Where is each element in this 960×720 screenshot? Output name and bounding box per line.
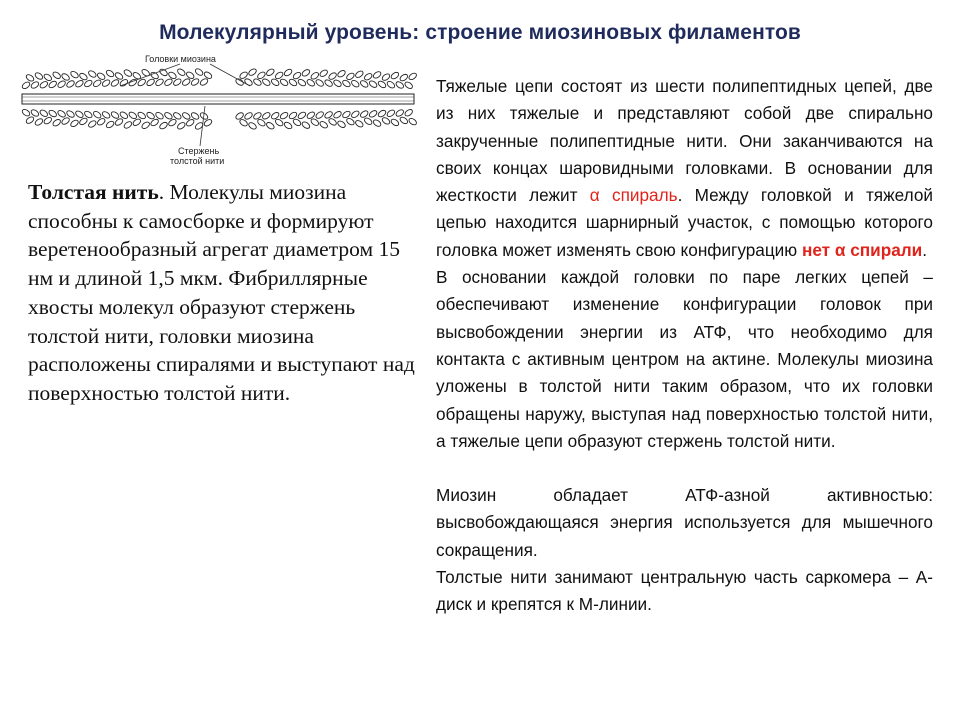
myosin-head-icon xyxy=(87,69,97,78)
myosin-heads-bottom xyxy=(21,108,418,130)
myosin-head-icon xyxy=(337,69,347,78)
myosin-head-icon xyxy=(381,116,391,125)
myosin-head-icon xyxy=(141,68,151,77)
slide-title xyxy=(0,21,960,45)
myosin-head-icon xyxy=(324,79,334,88)
myosin-head-icon xyxy=(105,120,115,129)
myosin-head-icon xyxy=(181,78,191,87)
myosin-head-icon xyxy=(181,111,191,120)
paragraph-light-chains: В основании каждой головки по паре легких цепей – обеспечивают изменение конфигурации головок при высвобождении энергии из АТФ, что необходимо для контакта с активным центром на актине. Молекулы миозина уложены в толстой нити таким образом, что их головки обращены наружу, выступая над поверхностью толстой нити, а тяжелые цепи образуют стержень толстой нити. xyxy=(436,267,933,451)
myosin-head-icon xyxy=(404,81,414,90)
myosin-head-icon xyxy=(381,73,391,82)
myosin-head-icon xyxy=(386,109,396,118)
myosin-head-icon xyxy=(350,79,360,88)
myosin-head-icon xyxy=(70,70,80,79)
myosin-head-icon xyxy=(163,111,173,120)
myosin-head-icon xyxy=(310,71,320,80)
myosin-head-icon xyxy=(279,111,289,120)
myosin-head-icon xyxy=(328,72,338,81)
myosin-head-icon xyxy=(146,78,156,87)
myosin-head-icon xyxy=(34,117,44,126)
myosin-structure-text xyxy=(436,73,933,619)
myosin-head-icon xyxy=(279,78,289,87)
paragraph-atpase: Миозин обладает АТФ-азной активностью: высвобождающаяся энергия используется для мышечного сокращения. xyxy=(436,485,933,560)
label-rod-line1: Стержень xyxy=(178,146,220,156)
label-heads: Головки миозина xyxy=(145,54,216,64)
myosin-head-icon xyxy=(319,120,329,129)
alpha-helix-term: α спираль xyxy=(589,185,678,206)
myosin-head-icon xyxy=(110,111,120,120)
myosin-head-icon xyxy=(141,121,151,130)
myosin-head-icon xyxy=(43,116,53,125)
myosin-head-icon xyxy=(372,119,382,128)
myosin-head-icon xyxy=(368,80,378,89)
myosin-head-icon xyxy=(341,110,351,119)
myosin-head-icon xyxy=(123,69,133,78)
myosin-head-icon xyxy=(34,71,44,80)
myosin-head-icon xyxy=(132,118,142,127)
myosin-head-icon xyxy=(30,108,40,117)
myosin-head-icon xyxy=(87,119,97,128)
myosin-head-icon xyxy=(52,118,62,127)
myosin-head-icon xyxy=(408,72,418,81)
myosin-head-icon xyxy=(350,110,360,119)
label-rod-line2: толстой нити xyxy=(170,156,225,166)
myosin-head-icon xyxy=(306,111,316,120)
myosin-head-icon xyxy=(345,117,355,126)
myosin-head-icon xyxy=(74,110,84,119)
myosin-head-icon xyxy=(301,68,311,77)
myosin-head-icon xyxy=(128,111,138,120)
myosin-head-icon xyxy=(163,78,173,87)
myosin-head-icon xyxy=(354,70,364,79)
myosin-head-icon xyxy=(404,108,414,117)
paragraph-heavy-chains-text: Тяжелые цепи состоят из шести полипептидных цепей, две из них тяжелые и представляют собой две спирально закрученные полипептидные нити. Они заканчиваются на своих концах шаровидными головками. В основании для жесткости лежит xyxy=(436,76,933,206)
myosin-head-icon xyxy=(159,121,169,130)
thick-filament-rod xyxy=(22,94,414,104)
myosin-head-icon xyxy=(377,109,387,118)
myosin-head-icon xyxy=(48,109,58,118)
myosin-head-icon xyxy=(288,111,298,120)
myosin-head-icon xyxy=(21,108,31,117)
myosin-head-icon xyxy=(150,118,160,127)
myosin-head-icon xyxy=(96,117,106,126)
myosin-head-icon xyxy=(297,78,307,87)
myosin-head-icon xyxy=(337,120,347,129)
paragraph-heavy-chains-end: . xyxy=(922,239,928,260)
myosin-head-icon xyxy=(341,79,351,88)
myosin-head-icon xyxy=(48,80,58,89)
myosin-head-icon xyxy=(43,73,53,82)
myosin-head-icon xyxy=(345,72,355,81)
myosin-head-icon xyxy=(70,119,80,128)
slide-title-part2: строение миозиновых филаментов xyxy=(425,21,801,44)
myosin-head-icon xyxy=(333,110,343,119)
myosin-head-icon xyxy=(30,80,40,89)
myosin-head-icon xyxy=(61,117,71,126)
myosin-head-icon xyxy=(61,72,71,81)
myosin-head-icon xyxy=(176,68,186,77)
myosin-head-icon xyxy=(301,121,311,130)
myosin-head-icon xyxy=(310,118,320,127)
myosin-head-icon xyxy=(25,116,35,125)
myosin-head-icon xyxy=(359,110,369,119)
thick-filament-heading: Толстая нить xyxy=(28,180,159,204)
myosin-head-icon xyxy=(306,78,316,87)
slide-title-part1: Молекулярный уровень: xyxy=(159,21,426,44)
myosin-head-icon xyxy=(283,121,293,130)
myosin-head-icon xyxy=(244,111,254,120)
myosin-head-icon xyxy=(159,68,169,77)
myosin-head-icon xyxy=(390,118,400,127)
myosin-head-icon xyxy=(57,80,67,89)
myosin-head-icon xyxy=(395,80,405,89)
myosin-heads-top xyxy=(21,68,418,90)
myosin-head-icon xyxy=(399,116,409,125)
myosin-head-icon xyxy=(248,121,258,130)
myosin-head-icon xyxy=(114,117,124,126)
myosin-head-icon xyxy=(408,117,418,126)
myosin-head-icon xyxy=(105,69,115,78)
myosin-filament-diagram xyxy=(10,50,425,170)
myosin-head-icon xyxy=(265,68,275,77)
myosin-head-icon xyxy=(315,78,325,87)
myosin-head-icon xyxy=(319,69,329,78)
myosin-head-icon xyxy=(363,72,373,81)
myosin-head-icon xyxy=(386,80,396,89)
myosin-head-icon xyxy=(261,111,271,120)
thick-filament-description xyxy=(28,178,423,408)
myosin-head-icon xyxy=(377,80,387,89)
myosin-head-icon xyxy=(372,70,382,79)
myosin-head-icon xyxy=(92,110,102,119)
myosin-head-icon xyxy=(333,79,343,88)
myosin-head-icon xyxy=(288,78,298,87)
myosin-head-icon xyxy=(248,68,258,77)
myosin-head-icon xyxy=(92,79,102,88)
myosin-head-icon xyxy=(363,117,373,126)
myosin-head-icon xyxy=(74,79,84,88)
myosin-head-icon xyxy=(96,72,106,81)
myosin-head-icon xyxy=(265,121,275,130)
paragraph-location: Толстые нити занимают центральную часть саркомера – А-диск и крепятся к М-линии. xyxy=(436,567,933,615)
myosin-head-icon xyxy=(110,78,120,87)
myosin-head-icon xyxy=(315,111,325,120)
myosin-head-icon xyxy=(399,73,409,82)
myosin-head-icon xyxy=(78,117,88,126)
myosin-head-icon xyxy=(261,78,271,87)
myosin-head-icon xyxy=(39,80,49,89)
myosin-head-icon xyxy=(359,79,369,88)
myosin-head-icon xyxy=(395,108,405,117)
myosin-head-icon xyxy=(57,109,67,118)
myosin-head-icon xyxy=(176,121,186,130)
myosin-head-icon xyxy=(328,117,338,126)
myosin-head-icon xyxy=(194,68,204,77)
myosin-head-icon xyxy=(390,71,400,80)
myosin-head-icon xyxy=(368,109,378,118)
myosin-head-icon xyxy=(123,120,133,129)
myosin-head-icon xyxy=(25,73,35,82)
myosin-head-icon xyxy=(199,77,209,86)
myosin-head-icon xyxy=(146,111,156,120)
myosin-head-icon xyxy=(114,71,124,80)
myosin-head-icon xyxy=(21,81,31,90)
paragraph-heavy-chains xyxy=(436,73,933,264)
myosin-head-icon xyxy=(354,119,364,128)
myosin-head-icon xyxy=(52,71,62,80)
myosin-head-icon xyxy=(283,68,293,77)
paragraph-heavy-chains-text-2: . Между головкой и тяжелой цепью находится шарнирный участок, с помощью которого головка может изменять свою конфигурацию xyxy=(436,185,933,260)
myosin-head-icon xyxy=(297,111,307,120)
myosin-head-icon xyxy=(39,109,49,118)
myosin-head-icon xyxy=(324,110,334,119)
thick-filament-body: . Молекулы миозина способны к самосборке и формируют веретенообразный агрегат диаметром 15 нм и длиной 1,5 мкм. Фибриллярные хвосты молекул образуют стержень толстой нити, головки миозина расположены спиралями и выступают над поверхностью толстой нити. xyxy=(28,180,415,405)
myosin-head-icon xyxy=(78,72,88,81)
no-alpha-helix-term: нет α спирали xyxy=(801,239,923,260)
